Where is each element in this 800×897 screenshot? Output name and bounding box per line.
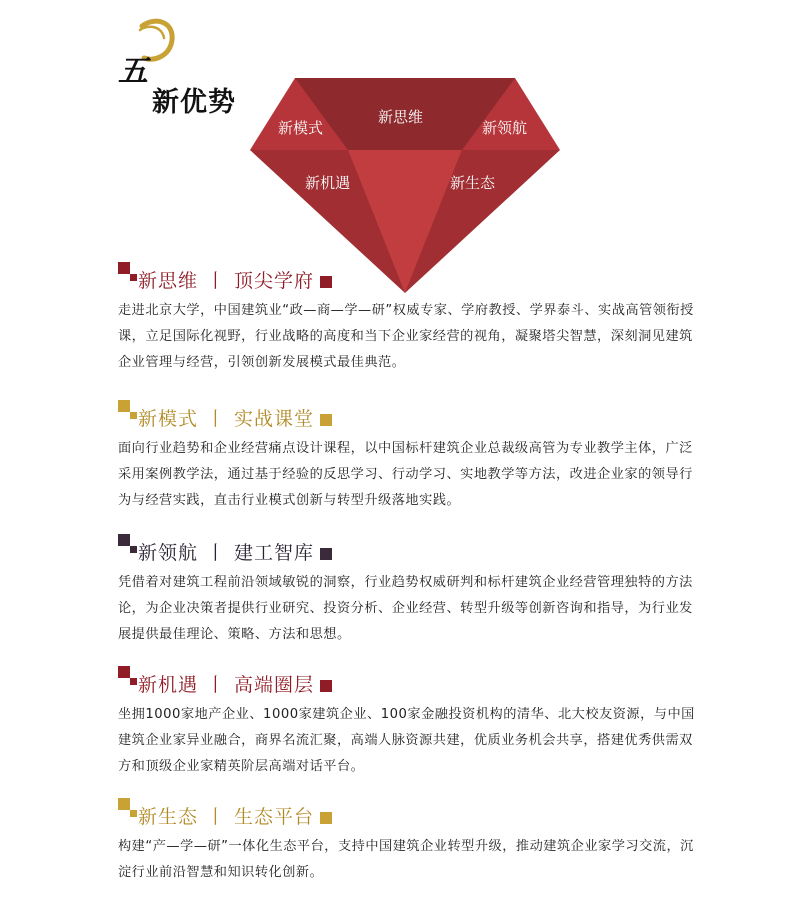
diamond-label-top-right: 新领航 <box>482 119 528 137</box>
square-marker-small-icon <box>130 274 137 281</box>
section-title: 新思维 丨 顶尖学府 <box>138 266 332 293</box>
section-body: 面向行业趋势和企业经营痛点设计课程，以中国标杆建筑企业总裁级高管为专业教学主体，广泛采用案例教学法，通过基于经验的反思学习、行动学习、实地教学等方法，改进企业家的领导行为与经营实践，直击行业模式创新与转型升级落地实践。 <box>118 441 693 508</box>
square-marker-icon <box>118 798 130 810</box>
section-title: 新领航 丨 建工智库 <box>138 538 332 565</box>
section-body: 构建“产—学—研”一体化生态平台，支持中国建筑企业转型升级，推动建筑企业家学习交流，沉淀行业前沿智慧和知识转化创新。 <box>118 839 694 880</box>
section-title: 新机遇 丨 高端圈层 <box>138 670 332 697</box>
section-new-model <box>118 400 698 514</box>
square-tail-icon <box>320 414 332 426</box>
section-heading <box>118 534 698 568</box>
section-heading <box>118 262 698 296</box>
page-title: 新优势 <box>152 87 236 118</box>
section-new-thinking <box>118 262 698 376</box>
section-new-leadership <box>118 534 698 648</box>
diamond-label-bottom-left: 新机遇 <box>305 174 351 192</box>
section-heading <box>118 666 698 700</box>
section-title: 新生态 丨 生态平台 <box>138 802 332 829</box>
square-tail-icon <box>320 680 332 692</box>
square-marker-icon <box>118 262 130 274</box>
square-tail-icon <box>320 812 332 824</box>
square-marker-icon <box>118 534 130 546</box>
section-new-ecosystem <box>118 798 698 886</box>
square-marker-icon <box>118 666 130 678</box>
diamond-label-top-center: 新思维 <box>378 108 424 126</box>
diamond-label-bottom-right: 新生态 <box>450 174 496 192</box>
section-body: 走进北京大学，中国建筑业“政—商—学—研”权威专家、学府教授、学界泰斗、实战高管领衔授课，立足国际化视野，行业战略的高度和当下企业家经营的视角，凝聚塔尖智慧，深刻洞见建筑企业管理与经营，引领创新发展模式最佳典范。 <box>118 303 694 370</box>
square-marker-small-icon <box>130 810 137 817</box>
square-marker-small-icon <box>130 678 137 685</box>
section-body: 坐拥1000家地产企业、1000家建筑企业、100家金融投资机构的清华、北大校友资源，与中国建筑企业家异业融合，商界名流汇聚，高端人脉资源共建，优质业务机会共享，搭建优秀供需双方和顶级企业家精英阶层高端对话平台。 <box>118 707 695 774</box>
diamond-graphic <box>250 78 560 293</box>
section-heading <box>118 798 698 832</box>
square-tail-icon <box>320 276 332 288</box>
diamond-label-top-left: 新模式 <box>278 119 324 137</box>
section-heading <box>118 400 698 434</box>
title-wu: 五 <box>118 54 148 89</box>
square-marker-icon <box>118 400 130 412</box>
section-title: 新模式 丨 实战课堂 <box>138 404 332 431</box>
square-marker-small-icon <box>130 546 137 553</box>
square-marker-small-icon <box>130 412 137 419</box>
section-new-opportunity <box>118 666 698 780</box>
square-tail-icon <box>320 548 332 560</box>
page-title-block <box>112 12 242 118</box>
section-body: 凭借着对建筑工程前沿领域敏锐的洞察，行业趋势权威研判和标杆建筑企业经营管理独特的方法论，为企业决策者提供行业研究、投资分析、企业经营、转型升级等创新咨询和指导，为行业发展提供最佳理论、策略、方法和思想。 <box>118 575 693 642</box>
